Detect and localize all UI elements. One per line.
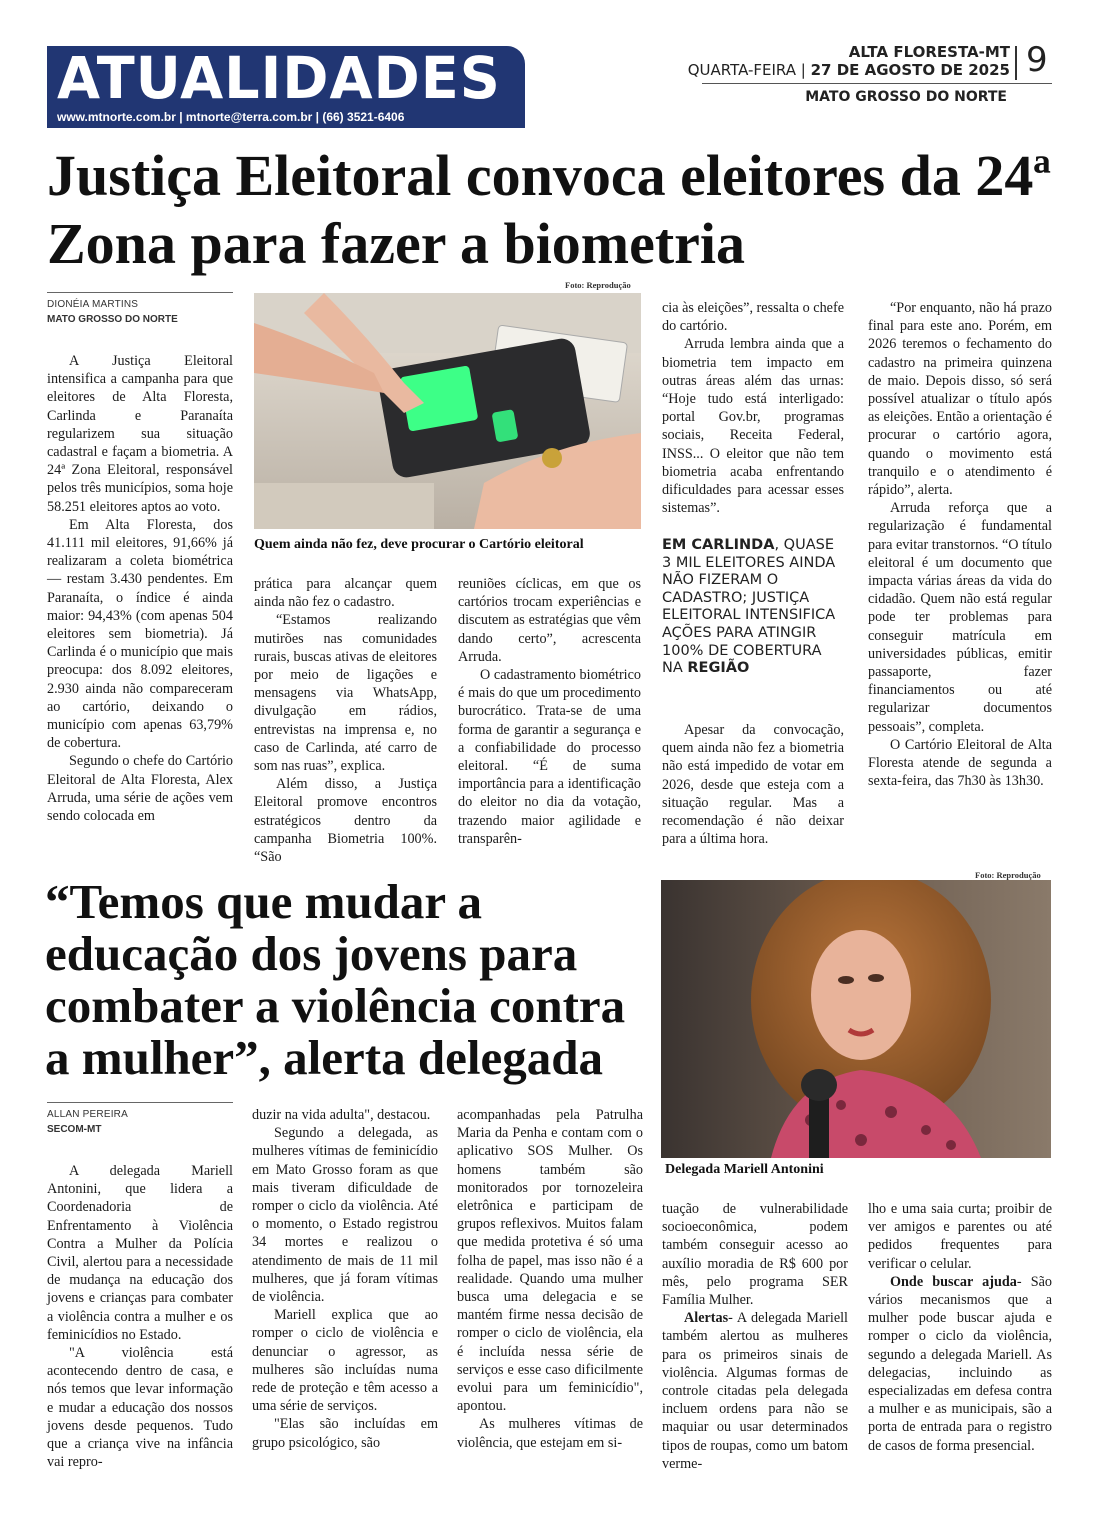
paragraph: lho e uma saia curta; proibir de ver amigos e parentes ou até pedidos frequentes para verificar o celular. (868, 1201, 1052, 1272)
biometric-scanner-illustration (254, 293, 641, 529)
issue-info (688, 44, 1010, 79)
region-label: MATO GROSSO DO NORTE (805, 89, 1007, 105)
article1-byline (47, 292, 233, 325)
photo-caption: Delegada Mariell Antonini (665, 1162, 824, 1177)
section-title: ATUALIDADES (57, 44, 501, 112)
header-rule (702, 83, 1052, 84)
paragraph-text: - A delegada Mariell também alertou as mulheres para os primeiros sinais de violência. Algumas formas de controle citadas pela delegada incluem ordens para não se maquiar ou usar determinados tipos de roupas, como um batom verme- (662, 1310, 848, 1472)
photo-credit: Foto: Reprodução (975, 870, 1041, 880)
author-outlet: MATO GROSSO DO NORTE (47, 314, 178, 325)
photo-credit: Foto: Reprodução (565, 280, 631, 290)
author-outlet: SECOM-MT (47, 1124, 102, 1135)
pull-quote-lead: EM CARLINDA (662, 537, 775, 553)
paragraph: As mulheres vítimas de violência, que estejam em si- (457, 1416, 643, 1451)
paragraph: reuniões cíclicas, em que os cartórios trocam experiências e discutem as estratégias que vêm dando certo”, acrescenta Arruda. (458, 576, 641, 665)
section-banner (47, 46, 525, 128)
paragraph: "A violência está acontecendo dentro de casa, e nós temos que levar informação e mudar a educação dos nossos jovens desde pequenos. Tudo que a criança vive na infância vai repro- (47, 1345, 233, 1471)
paragraph: prática para alcançar quem ainda não fez o cadastro. (254, 576, 437, 611)
article1-headline: Justiça Eleitoral convoca eleitores da 24ª Zona para fazer a biometria (47, 143, 1051, 276)
paragraph (662, 1309, 848, 1473)
byline-rule (47, 292, 233, 293)
article1-column-4-continued (662, 721, 844, 848)
paragraph: O cadastramento biométrico é mais do que um procedimento burocrático. Trata-se de uma forma de garantir a segurança e a confiabilidade do processo eleitoral. “É de suma importância para a identificação do eleitor no dia da votação, trazendo maior agilidade e transparên- (458, 667, 641, 847)
author-name: ALLAN PEREIRA (47, 1109, 128, 1120)
paragraph (868, 1273, 1052, 1455)
paragraph: acompanhadas pela Patrulha Maria da Penha e contam com o aplicativo SOS Mulher. Os homens também são monitorados por tornozeleira eletrônica e participam de grupos reflexivos. Muitos falam que medida protetiva é só uma folha de papel, mas isso não é a realidade. Quando uma mulher busca uma delegacia e se mantém firme nessa decisão de romper o ciclo de violência, ela é incluída nessa série de serviços e esse caso dificilmente evolui para um feminicídio", apontou. (457, 1107, 643, 1415)
article2-column-5 (868, 1200, 1052, 1455)
delegate-portrait-photo (661, 880, 1051, 1158)
article2-byline (47, 1102, 233, 1135)
paragraph: Além disso, a Justiça Eleitoral promove encontros estratégicos dentro da campanha Biometria 100%. “São (254, 776, 437, 866)
paragraph: “Por enquanto, não há prazo final para este ano. Porém, em 2026 teremos o fechamento do cadastro na primeira quinzena de maio. Depois disso, só será possível atualizar o título após as eleições. Então a orientação é procurar o cartório agora, quando o movimento está tranquilo e o atendimento é rápido”, alerta. (868, 300, 1052, 499)
paragraph: cia às eleições”, ressalta o chefe do cartório. (662, 300, 844, 335)
biometric-scanner-photo (254, 293, 641, 529)
pull-quote-text: , QUASE 3 MIL ELEITORES AINDA NÃO FIZERAM O CADASTRO; JUSTIÇA ELEITORAL INTENSIFICA AÇÕES PARA ATINGIR 100% DE COBERTURA NA (662, 537, 836, 677)
pull-quote (662, 537, 844, 678)
paragraph: "Elas são incluídas em grupo psicológico, são (252, 1416, 438, 1451)
subheading-alertas: Alertas (684, 1310, 729, 1327)
paragraph: Segundo a delegada, as mulheres vítimas de feminicídio em Mato Grosso foram as que mais tiveram dificuldade de romper o ciclo da violência. Até o momento, o Estado registrou 34 mortes e realizou o atendimento de mais de 11 mil mulheres, que já foram vítimas de violência. (252, 1125, 438, 1306)
paragraph: Apesar da convocação, quem ainda não fez a biometria não está impedido de votar em 2026, desde que esteja com a situação regular. Mas a recomendação é não deixar para a última hora. (662, 722, 844, 848)
pull-quote-end: REGIÃO (687, 660, 750, 677)
portrait-illustration (661, 880, 1051, 1158)
article1-column-3 (458, 575, 641, 848)
article1-column-2 (254, 575, 437, 866)
article2-column-3 (457, 1106, 643, 1452)
paragraph: Segundo o chefe do Cartório Eleitoral de Alta Floresta, Alex Arruda, uma série de ações vem sendo colocada em (47, 753, 233, 825)
paragraph: “Estamos realizando mutirões nas comunidades rurais, buscas ativas de eleitores por meio de ligações e mensagens via WhatsApp, divulgação em rádios, entrevistas na imprensa e, no caso de Carlinda, até carro de som nas ruas”, explica. (254, 612, 437, 775)
article1-column-1 (47, 352, 233, 825)
subheading-onde-buscar-ajuda: Onde buscar ajuda (890, 1273, 1017, 1290)
photo-caption: Quem ainda não fez, deve procurar o Cartório eleitoral (254, 537, 584, 552)
paragraph: Em Alta Floresta, dos 41.111 mil eleitores, 91,66% já realizaram a coleta biométrica — restam 3.430 pendentes. Em Paranaíta, o índice é ainda maior: 94,43% (com apenas 504 eleitores sem biometria). Já Carlinda é o município que mais preocupa: dos 8.092 eleitores, 2.930 ainda não compareceram ao cartório, deixando o município com apenas 63,79% de cobertura. (47, 516, 233, 752)
paragraph: A delegada Mariell Antonini, que lidera a Coordenadoria de Enfrentamento à Violência Contra a Mulher da Polícia Civil, alertou para a necessidade de mudança na educação dos jovens e crianças para combater a violência contra a mulher e os feminicídios no Estado. (47, 1163, 233, 1343)
author-name: DIONÉIA MARTINS (47, 299, 139, 310)
article2-column-2 (252, 1106, 438, 1452)
paragraph: Mariell explica que ao romper o ciclo de violência e denunciar o agressor, as mulheres são incluídas numa rede de proteção e têm acesso a uma série de serviços. (252, 1307, 438, 1415)
city-label: ALTA FLORESTA-MT (848, 43, 1010, 61)
date-line (688, 61, 1010, 79)
paragraph: Arruda reforça que a regularização é fundamental para evitar transtornos. “O título eleitoral é um documento que impacta várias áreas da vida do cidadão. Quem não está regular pode ter problemas para conseguir matrícula em universidades públicas, emitir passaporte, fazer financiamentos ou até regularizar documentos pessoais”, completa. (868, 500, 1052, 735)
paragraph: O Cartório Eleitoral de Alta Floresta atende de segunda a sexta-feira, das 7h30 às 13h30. (868, 736, 1052, 790)
date-label: 27 DE AGOSTO DE 2025 (810, 61, 1010, 79)
paragraph-text: - São vários mecanismos que a mulher pode buscar ajuda e romper o ciclo da violência, segundo a delegada Mariell. As delegacias, incluindo as especializadas em defesa contra a mulher e as municipais, são a porta de entrada para o registro de casos de forma presencial. (868, 1273, 1052, 1454)
paragraph: tuação de vulnerabilidade socioeconômica, podem também conseguir acesso ao auxílio moradia de R$ 600 por mês, pelo programa SER Família Mulher. (662, 1201, 848, 1309)
article2-column-1 (47, 1162, 233, 1471)
article1-column-5 (868, 299, 1052, 790)
article2-headline: “Temos que mudar a educação dos jovens para combater a violência contra a mulher”, alerta delegada (45, 874, 626, 1085)
weekday-label: QUARTA-FEIRA | (687, 61, 806, 79)
byline-rule (47, 1102, 233, 1103)
article2-column-4 (662, 1200, 848, 1473)
page-number: 9 (1026, 40, 1048, 80)
paragraph: duzir na vida adulta", destacou. (252, 1107, 431, 1123)
contact-line: www.mtnorte.com.br | mtnorte@terra.com.br | (66) 3521-6406 (57, 110, 405, 124)
article1-column-4 (662, 299, 844, 517)
paragraph: A Justiça Eleitoral intensifica a campanha para que eleitores de Alta Floresta, Carlinda e Paranaíta regularizem sua situação cadastral e façam a biometria. A 24ª Zona Eleitoral, responsável pelos três municípios, soma hoje 58.251 eleitores aptos ao voto. (47, 353, 233, 515)
paragraph: Arruda lembra ainda que a biometria tem impacto em outras áreas além das urnas: “Hoje tudo está interligado: portal Gov.br, programas sociais, Receita Federal, INSS... O eleitor que não tem biometria acaba enfrentando dificuldades para acessar esses sistemas”. (662, 336, 844, 517)
header-divider (1015, 46, 1017, 80)
